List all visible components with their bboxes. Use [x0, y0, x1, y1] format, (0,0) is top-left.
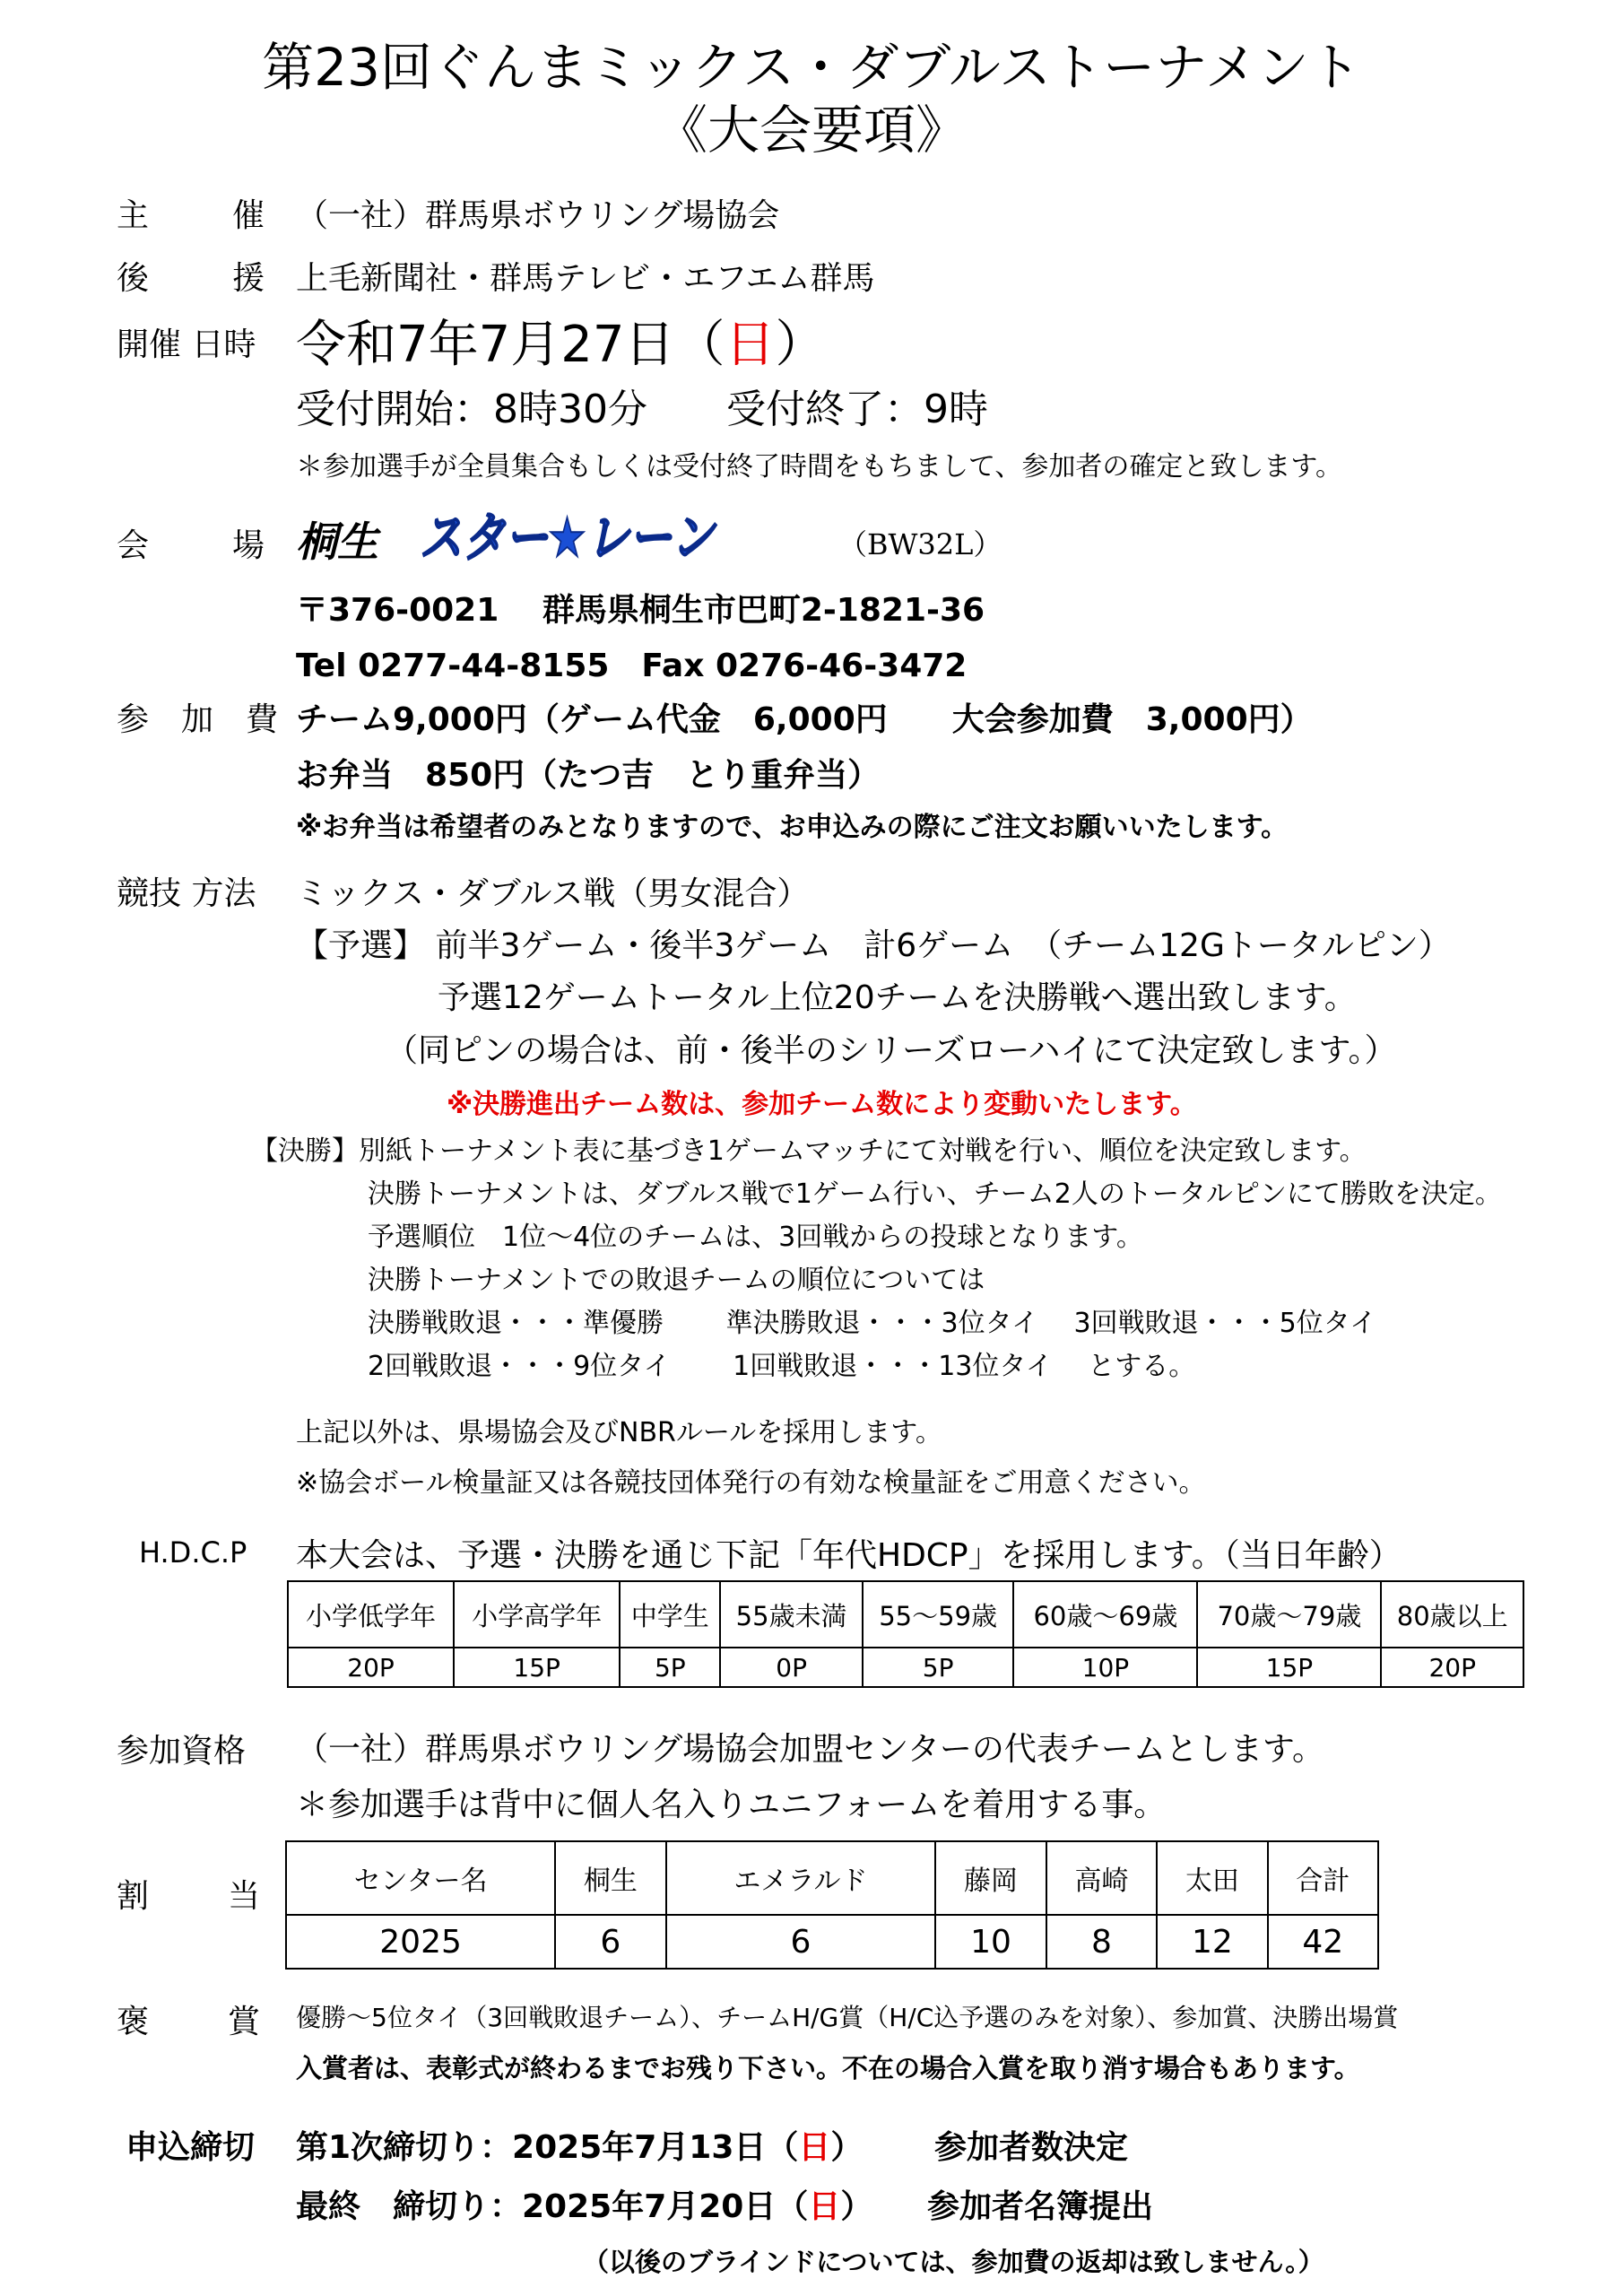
title-line2: 《大会要項》 [655, 100, 968, 161]
method-prelim2: 予選12ゲームトータル上位20チームを決勝戦へ選出致します。 [438, 979, 1357, 1016]
method-final1: 【決勝】別紙トーナメント表に基づき1ゲームマッチにて対戦を行い、順位を決定致します。 [251, 1135, 1367, 1167]
allocation-header-row [286, 1841, 1378, 1915]
allocation-value-cell: 6 [555, 1915, 665, 1969]
venue-phone: Tel 0277-44-8155 Fax 0276-46-3472 [296, 648, 968, 684]
deadline-final-note: 参加者名簿提出 [927, 2188, 1154, 2225]
allocation-table [285, 1840, 1379, 1970]
allocation-header-cell: 太田 [1157, 1841, 1267, 1915]
awards-line1: 優勝～5位タイ（3回戦敗退チーム）、チームH/G賞（H/C込予選のみを対象）、参加賞、決勝出場賞 [296, 2003, 1399, 2032]
hdcp-header-cell: 80歳以上 [1381, 1581, 1523, 1648]
hdcp-header-cell: 小学低学年 [288, 1581, 454, 1648]
deadline-first-note: 参加者数決定 [934, 2129, 1129, 2166]
venue-lanes: （BW32L） [838, 527, 1002, 561]
method-type: ミックス・ダブルス戦（男女混合） [296, 875, 810, 912]
hdcp-value-cell: 20P [288, 1648, 454, 1687]
awards-line2: 入賞者は、表彰式が終わるまでお残り下さい。不在の場合入賞を取り消す場合もあります。 [296, 2053, 1360, 2083]
allocation-value-cell: 12 [1157, 1915, 1267, 1969]
deadline-final: 最終 締切り：2025年7月20日（日） [296, 2188, 873, 2225]
allocation-value-cell: 6 [666, 1915, 936, 1969]
deadline-refund-note: （以後のブラインドについては、参加費の返却は致しません。） [583, 2247, 1324, 2277]
awards-label: 褒 賞 [117, 2004, 260, 2040]
datetime-label: 開催 日時 [117, 326, 256, 363]
star-lane-logo-text: スター★レーン [420, 507, 717, 570]
venue-label: 会 場 [117, 527, 265, 564]
title-line1: 第23回ぐんまミックス・ダブルストーナメント [262, 37, 1361, 98]
method-final6: 2回戦敗退・・・9位タイ 1回戦敗退・・・13位タイ とする。 [368, 1351, 1196, 1382]
event-date: 令和7年7月27日（日） [296, 316, 826, 374]
allocation-header-cell: 桐生 [555, 1841, 665, 1915]
method-label: 競技 方法 [117, 875, 256, 912]
hdcp-label: H.D.C.P [139, 1535, 247, 1570]
fee-note: ※お弁当は希望者のみとなりますので、お申込みの際にご注文お願いいたします。 [296, 812, 1289, 843]
hdcp-value-cell: 15P [1197, 1648, 1381, 1687]
allocation-header-cell: 合計 [1268, 1841, 1378, 1915]
hdcp-header-cell: 55～59歳 [863, 1581, 1014, 1648]
allocation-label: 割 当 [117, 1878, 260, 1915]
reception-time: 受付開始：8時30分 受付終了：9時 [296, 387, 988, 432]
hdcp-value-cell: 10P [1013, 1648, 1197, 1687]
hdcp-header-row [288, 1581, 1523, 1648]
venue-address: 〒376-0021 群馬県桐生市巴町2-1821-36 [296, 592, 985, 629]
hdcp-value-cell: 15P [454, 1648, 620, 1687]
hdcp-value-cell: 0P [720, 1648, 863, 1687]
allocation-value-cell: 8 [1046, 1915, 1157, 1969]
allocation-header-cell: 藤岡 [935, 1841, 1046, 1915]
hdcp-header-cell: 70歳～79歳 [1197, 1581, 1381, 1648]
hdcp-header-cell: 小学高学年 [454, 1581, 620, 1648]
method-prelim3: （同ピンの場合は、前・後半のシリーズローハイにて決定致します。） [386, 1032, 1397, 1069]
organizer-label: 主 催 [117, 197, 265, 234]
fee-label: 参 加 費 [117, 701, 279, 738]
method-rule1: 上記以外は、県場協会及びNBRルールを採用します。 [296, 1417, 942, 1448]
datetime-note: ＊参加選手が全員集合もしくは受付終了時間をもちまして、参加者の確定と致します。 [296, 451, 1342, 483]
deadline-label: 申込締切 [126, 2129, 256, 2166]
method-final3: 予選順位 1位～4位のチームは、3回戦からの投球となります。 [368, 1222, 1143, 1253]
allocation-header-cell: エメラルド [666, 1841, 936, 1915]
method-final4: 決勝トーナメントでの敗退チームの順位については [368, 1265, 985, 1296]
support-value: 上毛新聞社・群馬テレビ・エフエム群馬 [296, 260, 875, 297]
allocation-value-cell: 42 [1268, 1915, 1378, 1969]
allocation-header-cell: センター名 [286, 1841, 555, 1915]
eligibility-line1: （一社）群馬県ボウリング場協会加盟センターの代表チームとします。 [296, 1731, 1324, 1768]
fee-line1: チーム9,000円（ゲーム代金 6,000円 大会参加費 3,000円） [296, 701, 1313, 738]
allocation-value-cell: 2025 [286, 1915, 555, 1969]
allocation-header-cell: 高崎 [1046, 1841, 1157, 1915]
venue-logo-city: 桐生 [296, 517, 378, 566]
hdcp-value-cell: 5P [863, 1648, 1014, 1687]
hdcp-header-cell: 60歳～69歳 [1013, 1581, 1197, 1648]
eligibility-label: 参加資格 [117, 1733, 247, 1770]
deadline-first: 第1次締切り：2025年7月13日（日） [296, 2129, 864, 2166]
hdcp-value-cell: 20P [1381, 1648, 1523, 1687]
organizer-value: （一社）群馬県ボウリング場協会 [296, 197, 780, 234]
hdcp-header-cell: 中学生 [620, 1581, 720, 1648]
allocation-value-row [286, 1915, 1378, 1969]
hdcp-value-row [288, 1648, 1523, 1687]
method-final5: 決勝戦敗退・・・準優勝 準決勝敗退・・・3位タイ 3回戦敗退・・・5位タイ [368, 1308, 1377, 1339]
method-warning: ※決勝進出チーム数は、参加チーム数により変動いたします。 [447, 1089, 1197, 1120]
method-final2: 決勝トーナメントは、ダブルス戦で1ゲーム行い、チーム2人のトータルピンにて勝敗を決定。 [368, 1178, 1502, 1210]
method-rule2: ※協会ボール検量証又は各競技団体発行の有効な検量証をご用意ください。 [296, 1467, 1206, 1499]
star-lane-logo [414, 499, 719, 574]
hdcp-table [287, 1580, 1524, 1688]
hdcp-header-cell: 55歳未満 [720, 1581, 863, 1648]
hdcp-value-cell: 5P [620, 1648, 720, 1687]
fee-line2: お弁当 850円（たつ吉 とり重弁当） [296, 757, 881, 794]
hdcp-text: 本大会は、予選・決勝を通じ下記「年代HDCP」を採用します。（当日年齢） [296, 1537, 1402, 1574]
method-prelim1: 【予選】 前半3ゲーム・後半3ゲーム 計6ゲーム （チーム12Gトータルピン） [296, 927, 1451, 964]
support-label: 後 援 [117, 260, 265, 297]
allocation-value-cell: 10 [935, 1915, 1046, 1969]
eligibility-line2: ＊参加選手は背中に個人名入りユニフォームを着用する事。 [296, 1787, 1167, 1823]
